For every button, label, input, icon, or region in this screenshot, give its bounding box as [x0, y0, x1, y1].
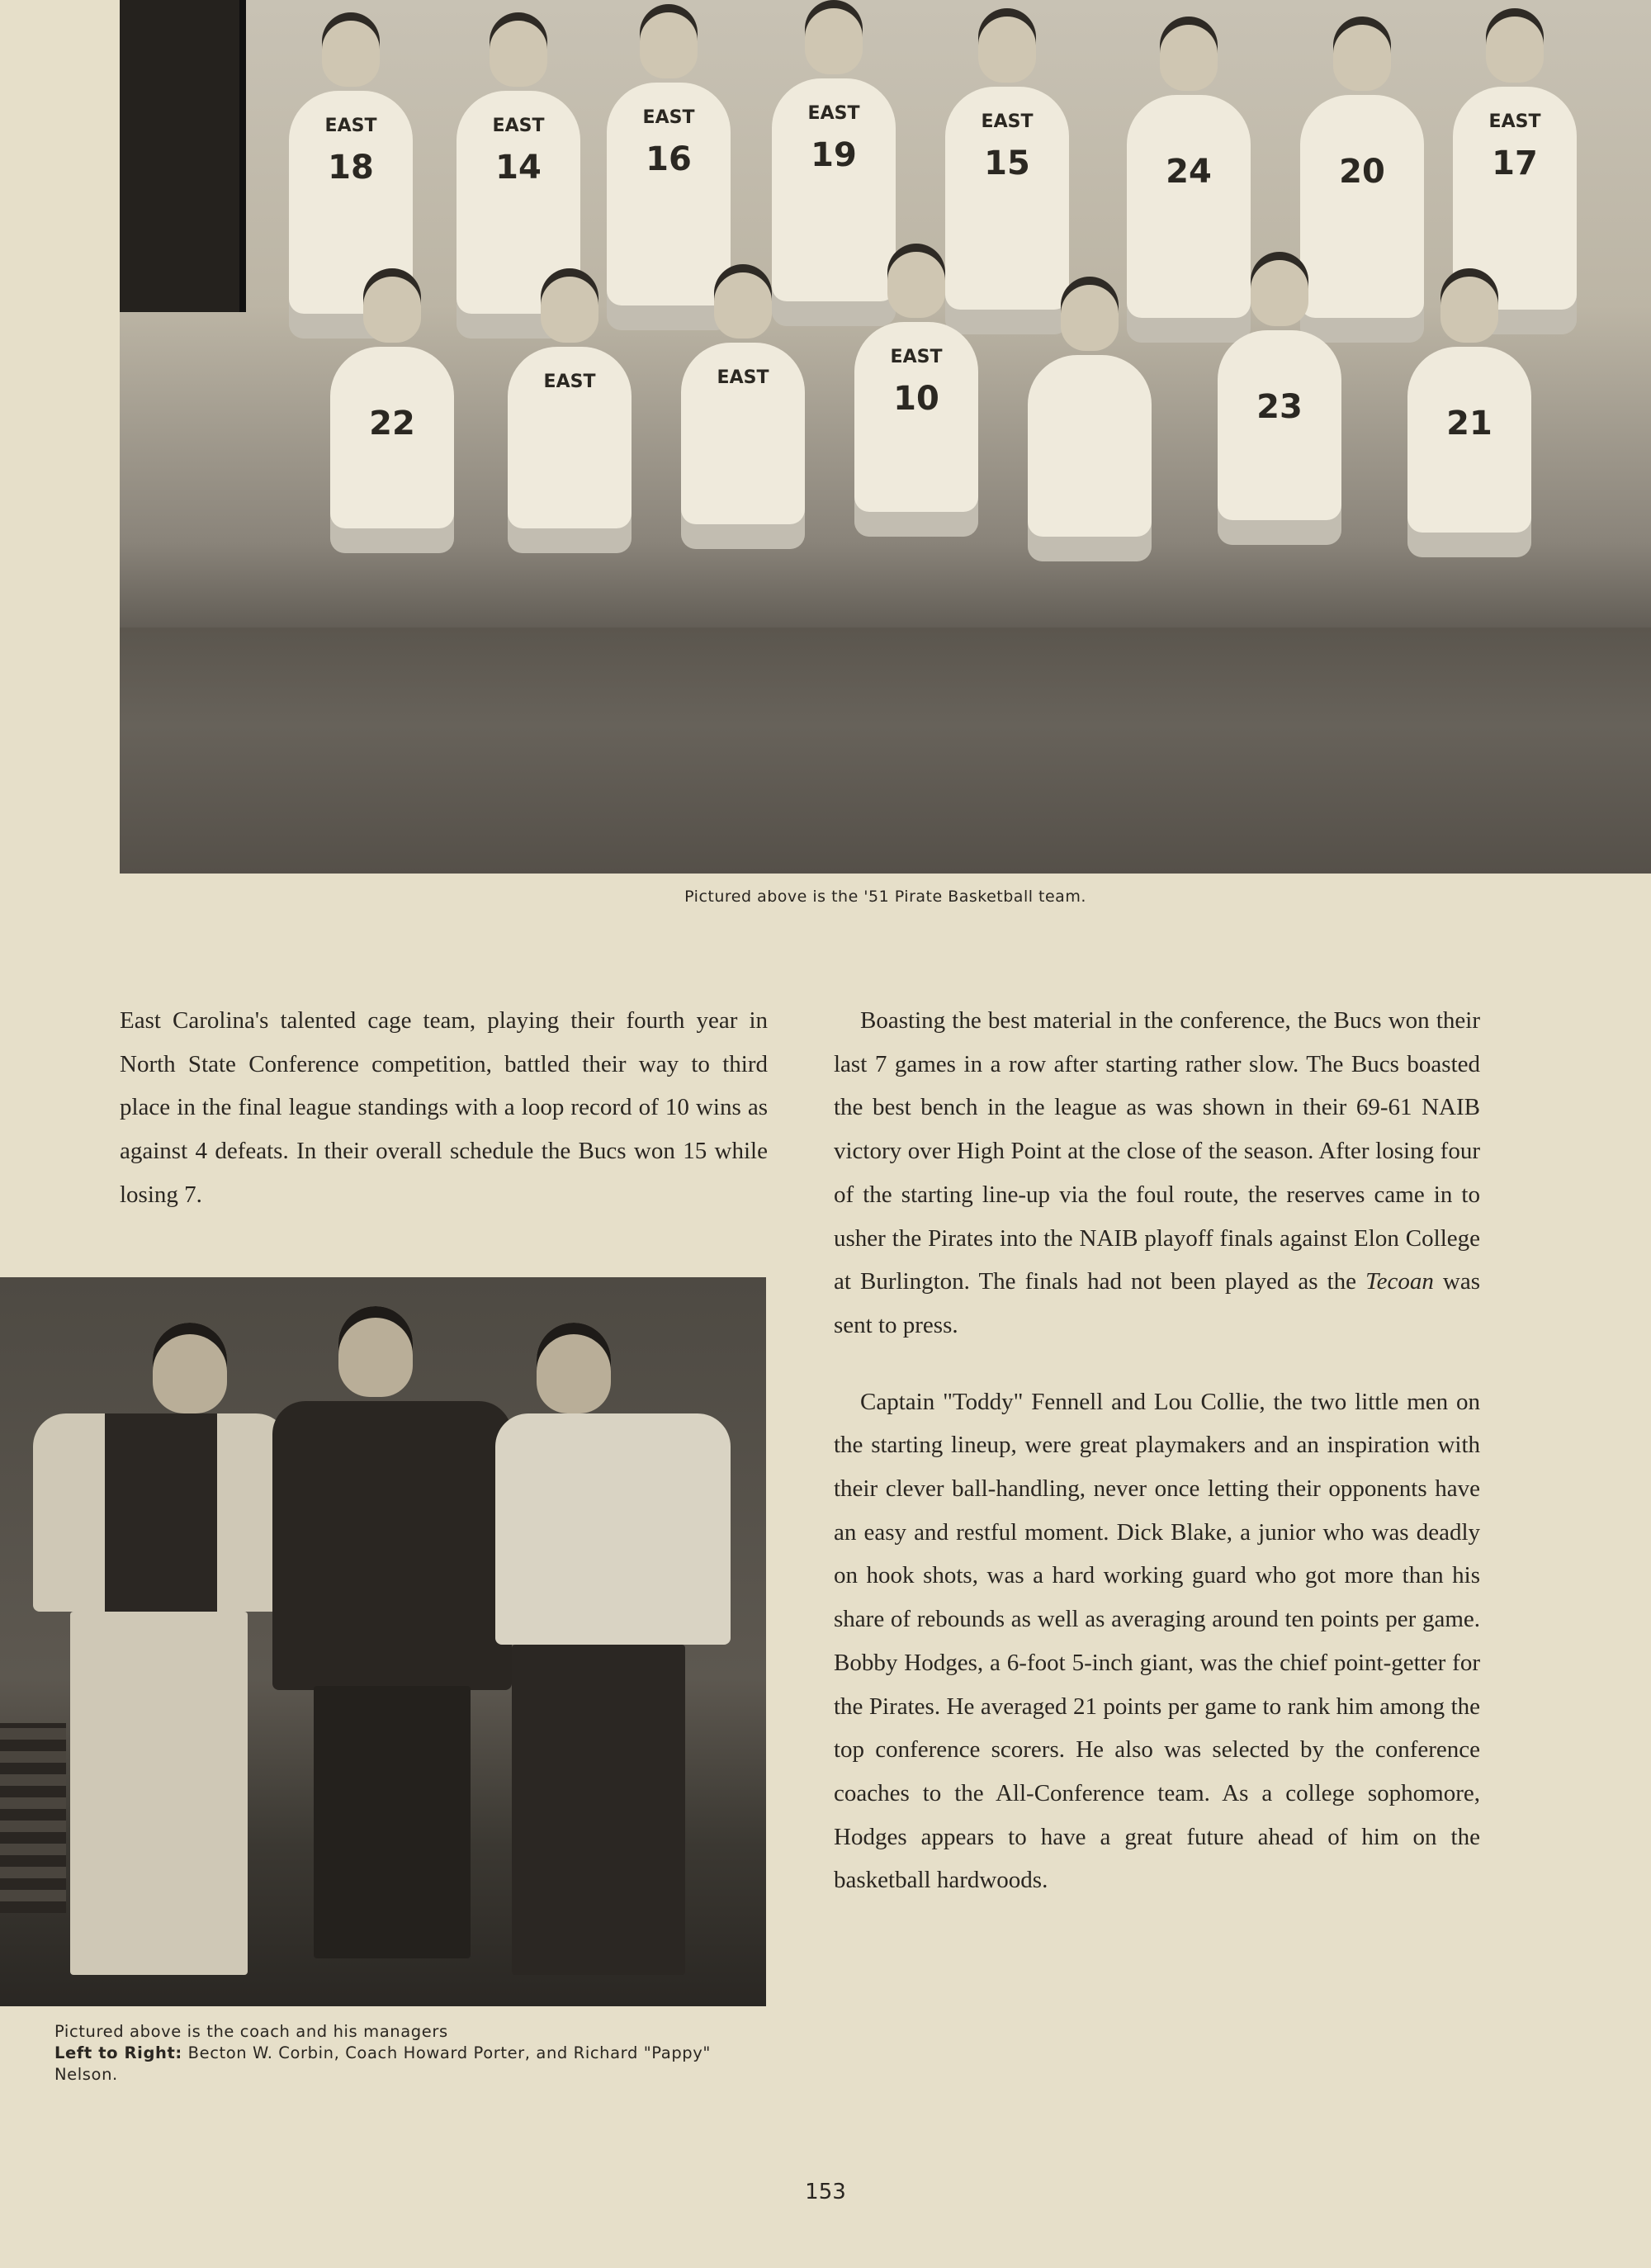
yearbook-title: Tecoan — [1365, 1268, 1434, 1295]
jersey-number: 17 — [1492, 144, 1538, 182]
jersey-number: 21 — [1446, 405, 1493, 443]
jersey-school: EAST — [492, 116, 545, 136]
player-head — [490, 12, 547, 87]
man-torso — [33, 1413, 289, 1612]
caption-line: Pictured above is the coach and his managers — [54, 2022, 448, 2041]
kneeling-player — [508, 347, 632, 553]
team-photo — [120, 0, 1651, 874]
man-head — [153, 1323, 227, 1413]
standing-player — [945, 87, 1069, 334]
jersey-number: 22 — [369, 405, 415, 443]
team-photo-caption: Pictured above is the '51 Pirate Basketball team. — [684, 888, 1086, 906]
coach-photo-caption — [54, 2021, 723, 2086]
kneeling-player — [1218, 330, 1341, 545]
kneeling-player — [681, 343, 805, 549]
jersey-school: EAST — [543, 372, 596, 392]
jersey-school: EAST — [642, 107, 695, 128]
jersey-number: 18 — [328, 149, 374, 187]
jersey-number: 19 — [811, 136, 857, 174]
gym-floor — [120, 627, 1651, 874]
player-head — [1160, 17, 1218, 91]
background-door — [0, 1723, 66, 1913]
player-head — [714, 264, 772, 339]
player-head — [1440, 268, 1498, 343]
jersey-number: 24 — [1166, 153, 1212, 191]
caption-label: Left to Right: — [54, 2043, 182, 2062]
player-head — [541, 268, 598, 343]
page-number: 153 — [805, 2180, 846, 2204]
article-left-column — [120, 999, 768, 1217]
coach-photo — [0, 1277, 766, 2006]
caption-names: Becton W. Corbin, Coach Howard Porter, and Richard "Pappy" Nelson. — [54, 2043, 711, 2084]
wall-board — [120, 0, 246, 312]
jersey-number: 23 — [1256, 388, 1303, 426]
man-torso — [272, 1401, 512, 1690]
article-right-column — [834, 999, 1480, 1902]
jersey-school: EAST — [807, 103, 860, 124]
jersey-school: EAST — [324, 116, 377, 136]
player-head — [363, 268, 421, 343]
standing-player — [772, 78, 896, 326]
player-head — [640, 4, 698, 78]
kneeling-player — [330, 347, 454, 553]
man-legs — [70, 1612, 248, 1975]
man-legs — [314, 1686, 471, 1958]
player-head — [1333, 17, 1391, 91]
player-head — [887, 244, 945, 318]
jersey-number: 14 — [495, 149, 542, 187]
jersey-number: 15 — [984, 144, 1030, 182]
kneeling-player — [1407, 347, 1531, 557]
jersey-school: EAST — [890, 347, 943, 367]
article-paragraph: Captain "Toddy" Fennell and Lou Collie, the two little men on the starting lineup, were great playmakers and an inspiration with their clever ball-handling, never once letting their opponents have an easy and restful moment. Dick Blake, a junior who was deadly on hook shots, was a hard working guard who got more than his share of rebounds as well as averaging around ten points per game. Bobby Hodges, a 6-foot 5-inch giant, was the chief point-getter for the Pirates. He averaged 21 points per game to rank him among the top conference scorers. He also was selected by the conference coaches to the All-Conference team. As a college sophomore, Hodges appears to have a great future ahead of him on the basketball hardwoods. — [834, 1388, 1480, 1894]
man-head — [338, 1306, 413, 1397]
jersey-school: EAST — [1488, 111, 1541, 132]
article-paragraph: East Carolina's talented cage team, playing their fourth year in North State Conference competition, battled their way to third place in the final league standings with a loop record of 10 wins as against 4 defeats. In their overall schedule the Bucs won 15 while losing 7. — [120, 1007, 768, 1208]
man-torso — [495, 1413, 731, 1645]
man-head — [537, 1323, 611, 1413]
paragraph-text: was sent to press. — [834, 1268, 1481, 1338]
player-head — [1061, 277, 1119, 351]
player-head — [322, 12, 380, 87]
jersey-number: 20 — [1339, 153, 1385, 191]
jersey-number: 10 — [893, 380, 939, 418]
kneeling-player — [1028, 355, 1152, 561]
player-head — [1251, 252, 1308, 326]
jersey-school: EAST — [717, 367, 769, 388]
player-head — [978, 8, 1036, 83]
paragraph-text: Boasting the best material in the conference, the Bucs won their last 7 games in a row after starting rather slow. The Bucs boasted the best bench in the league as was shown in their 69-61 NAIB victory over High Point at the close of the season. After losing four of the starting line-up via the foul route, the reserves came in to usher the Pirates into the NAIB playoff finals against Elon College at Burlington. The finals had not been played as the — [834, 1007, 1480, 1295]
caption-names-line — [54, 2043, 723, 2086]
kneeling-player — [854, 322, 978, 537]
standing-player — [607, 83, 731, 330]
standing-player — [1300, 95, 1424, 343]
player-head — [805, 0, 863, 74]
player-head — [1486, 8, 1544, 83]
standing-player — [1127, 95, 1251, 343]
man-legs — [512, 1645, 685, 1975]
jersey-school: EAST — [981, 111, 1034, 132]
article-paragraph — [834, 999, 1480, 1347]
jersey-number: 16 — [646, 140, 692, 178]
